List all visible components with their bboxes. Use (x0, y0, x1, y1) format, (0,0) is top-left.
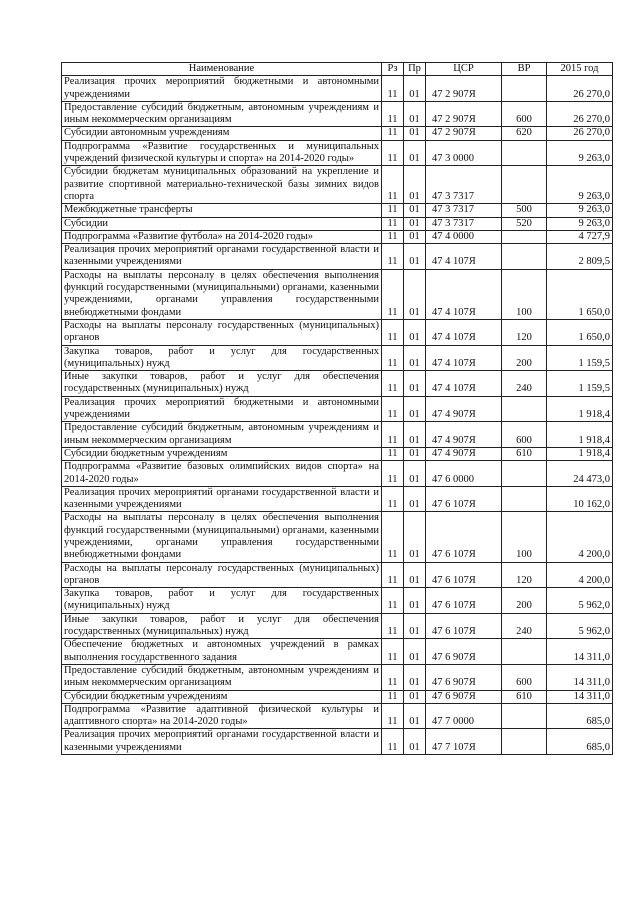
row-name-cell: Реализация прочих мероприятий органами государственной власти и казенными учреждениями (62, 729, 382, 755)
table-row (62, 588, 613, 614)
row-amount-cell: 685,0 (547, 729, 613, 755)
row-rz-cell: 11 (382, 269, 404, 319)
row-csr-cell: 47 7 0000 (426, 703, 502, 729)
table-row (62, 396, 613, 422)
table-row (62, 664, 613, 690)
row-rz-cell: 11 (382, 345, 404, 371)
row-vr-cell: 600 (502, 664, 547, 690)
row-pr-cell: 01 (404, 664, 426, 690)
row-name-cell: Субсидии автономным учреждениям (62, 127, 382, 140)
row-name-cell: Субсидии бюджетам муниципальных образований на укрепление и развитие спортивной материально-технической базы зимних видов спорта (62, 166, 382, 204)
budget-table (61, 62, 613, 755)
row-pr-cell: 01 (404, 204, 426, 217)
row-pr-cell: 01 (404, 639, 426, 665)
row-vr-cell: 100 (502, 269, 547, 319)
row-pr-cell: 01 (404, 729, 426, 755)
row-csr-cell: 47 7 107Я (426, 729, 502, 755)
row-csr-cell: 47 4 107Я (426, 269, 502, 319)
row-csr-cell: 47 3 7317 (426, 217, 502, 230)
table-row (62, 447, 613, 460)
row-csr-cell: 47 6 107Я (426, 588, 502, 614)
row-pr-cell: 01 (404, 461, 426, 487)
table-row (62, 140, 613, 166)
row-csr-cell: 47 3 7317 (426, 166, 502, 204)
column-header-pr: Пр (404, 63, 426, 76)
row-name-cell: Иные закупки товаров, работ и услуг для обеспечения государственных (муниципальных) нужд (62, 613, 382, 639)
row-name-cell: Расходы на выплаты персоналу в целях обеспечения выполнения функций государственными (муниципальными) органами, казенными учреждениями, органами управления государственными внебюджетными фондами (62, 512, 382, 562)
row-csr-cell: 47 4 907Я (426, 396, 502, 422)
table-row (62, 345, 613, 371)
row-vr-cell: 120 (502, 319, 547, 345)
row-pr-cell: 01 (404, 345, 426, 371)
row-vr-cell (502, 76, 547, 102)
row-vr-cell: 120 (502, 562, 547, 588)
row-name-cell: Подпрограмма «Развитие государственных и муниципальных учреждений физической культуры и спорта» на 2014-2020 годы» (62, 140, 382, 166)
row-pr-cell: 01 (404, 422, 426, 448)
table-row (62, 690, 613, 703)
row-vr-cell: 200 (502, 588, 547, 614)
row-name-cell: Реализация прочих мероприятий органами государственной власти и казенными учреждениями (62, 244, 382, 270)
row-name-cell: Подпрограмма «Развитие футбола» на 2014-2020 годы» (62, 230, 382, 243)
row-pr-cell: 01 (404, 512, 426, 562)
row-rz-cell: 11 (382, 371, 404, 397)
row-amount-cell: 9 263,0 (547, 217, 613, 230)
row-name-cell: Предоставление субсидий бюджетным, автономным учреждениям и иным некоммерческим организациям (62, 101, 382, 127)
row-amount-cell: 26 270,0 (547, 76, 613, 102)
table-row (62, 512, 613, 562)
row-csr-cell: 47 4 107Я (426, 319, 502, 345)
row-amount-cell: 4 200,0 (547, 562, 613, 588)
row-amount-cell: 9 263,0 (547, 140, 613, 166)
row-csr-cell: 47 4 107Я (426, 371, 502, 397)
table-row (62, 461, 613, 487)
table-row (62, 422, 613, 448)
row-pr-cell: 01 (404, 562, 426, 588)
column-header-name: Наименование (62, 63, 382, 76)
row-vr-cell: 240 (502, 613, 547, 639)
table-header (62, 63, 613, 76)
table-row (62, 127, 613, 140)
row-vr-cell (502, 486, 547, 512)
row-vr-cell (502, 639, 547, 665)
row-pr-cell: 01 (404, 127, 426, 140)
row-vr-cell: 600 (502, 422, 547, 448)
row-amount-cell: 4 200,0 (547, 512, 613, 562)
row-pr-cell: 01 (404, 269, 426, 319)
row-amount-cell: 2 809,5 (547, 244, 613, 270)
row-name-cell: Межбюджетные трансферты (62, 204, 382, 217)
row-rz-cell: 11 (382, 639, 404, 665)
row-pr-cell: 01 (404, 166, 426, 204)
row-csr-cell: 47 6 107Я (426, 512, 502, 562)
row-rz-cell: 11 (382, 486, 404, 512)
row-pr-cell: 01 (404, 613, 426, 639)
row-amount-cell: 1 918,4 (547, 447, 613, 460)
row-csr-cell: 47 2 907Я (426, 101, 502, 127)
row-name-cell: Иные закупки товаров, работ и услуг для обеспечения государственных (муниципальных) нужд (62, 371, 382, 397)
row-pr-cell: 01 (404, 703, 426, 729)
row-csr-cell: 47 6 907Я (426, 639, 502, 665)
row-csr-cell: 47 6 107Я (426, 562, 502, 588)
row-csr-cell: 47 3 0000 (426, 140, 502, 166)
row-amount-cell: 685,0 (547, 703, 613, 729)
row-pr-cell: 01 (404, 217, 426, 230)
row-vr-cell (502, 230, 547, 243)
row-vr-cell: 240 (502, 371, 547, 397)
table-row (62, 217, 613, 230)
table-row (62, 703, 613, 729)
table-row (62, 204, 613, 217)
row-csr-cell: 47 4 107Я (426, 244, 502, 270)
row-amount-cell: 9 263,0 (547, 204, 613, 217)
row-csr-cell: 47 4 107Я (426, 345, 502, 371)
row-csr-cell: 47 6 907Я (426, 690, 502, 703)
row-pr-cell: 01 (404, 101, 426, 127)
row-amount-cell: 14 311,0 (547, 664, 613, 690)
table-row (62, 613, 613, 639)
row-vr-cell: 500 (502, 204, 547, 217)
row-name-cell: Расходы на выплаты персоналу в целях обеспечения выполнения функций государственными (муниципальными) органами, казенными учреждениями, органами управления государственными внебюджетными фондами (62, 269, 382, 319)
row-vr-cell (502, 461, 547, 487)
column-header-rz: Рз (382, 63, 404, 76)
table-row (62, 230, 613, 243)
table-row (62, 101, 613, 127)
row-rz-cell: 11 (382, 127, 404, 140)
row-vr-cell (502, 244, 547, 270)
row-amount-cell: 1 918,4 (547, 422, 613, 448)
row-amount-cell: 1 650,0 (547, 269, 613, 319)
row-pr-cell: 01 (404, 447, 426, 460)
row-rz-cell: 11 (382, 562, 404, 588)
row-amount-cell: 1 650,0 (547, 319, 613, 345)
row-amount-cell: 5 962,0 (547, 588, 613, 614)
column-header-vr: ВР (502, 63, 547, 76)
row-name-cell: Субсидии бюджетным учреждениям (62, 447, 382, 460)
row-vr-cell (502, 729, 547, 755)
row-name-cell: Подпрограмма «Развитие адаптивной физической культуры и адаптивного спорта» на 2014-2020 годы» (62, 703, 382, 729)
row-pr-cell: 01 (404, 371, 426, 397)
row-rz-cell: 11 (382, 76, 404, 102)
row-csr-cell: 47 3 7317 (426, 204, 502, 217)
row-rz-cell: 11 (382, 422, 404, 448)
row-vr-cell (502, 703, 547, 729)
row-pr-cell: 01 (404, 690, 426, 703)
table-row (62, 562, 613, 588)
row-pr-cell: 01 (404, 396, 426, 422)
row-name-cell: Расходы на выплаты персоналу государственных (муниципальных) органов (62, 562, 382, 588)
table-row (62, 371, 613, 397)
row-name-cell: Предоставление субсидий бюджетным, автономным учреждениям и иным некоммерческим организациям (62, 422, 382, 448)
row-amount-cell: 5 962,0 (547, 613, 613, 639)
row-rz-cell: 11 (382, 447, 404, 460)
row-rz-cell: 11 (382, 140, 404, 166)
row-csr-cell: 47 2 907Я (426, 76, 502, 102)
row-rz-cell: 11 (382, 703, 404, 729)
header-row (62, 63, 613, 76)
row-pr-cell: 01 (404, 588, 426, 614)
row-vr-cell: 610 (502, 690, 547, 703)
row-rz-cell: 11 (382, 613, 404, 639)
table-row (62, 319, 613, 345)
column-header-csr: ЦСР (426, 63, 502, 76)
row-name-cell: Реализация прочих мероприятий бюджетными и автономными учреждениями (62, 76, 382, 102)
row-vr-cell: 600 (502, 101, 547, 127)
row-rz-cell: 11 (382, 690, 404, 703)
row-name-cell: Реализация прочих мероприятий бюджетными и автономными учреждениями (62, 396, 382, 422)
row-pr-cell: 01 (404, 244, 426, 270)
table-row (62, 269, 613, 319)
row-csr-cell: 47 4 907Я (426, 447, 502, 460)
table-row (62, 244, 613, 270)
row-rz-cell: 11 (382, 101, 404, 127)
budget-document (61, 62, 613, 755)
table-row (62, 729, 613, 755)
column-header-year: 2015 год (547, 63, 613, 76)
row-rz-cell: 11 (382, 230, 404, 243)
row-csr-cell: 47 4 907Я (426, 422, 502, 448)
row-rz-cell: 11 (382, 217, 404, 230)
row-rz-cell: 11 (382, 204, 404, 217)
row-rz-cell: 11 (382, 166, 404, 204)
row-pr-cell: 01 (404, 486, 426, 512)
row-name-cell: Расходы на выплаты персоналу государственных (муниципальных) органов (62, 319, 382, 345)
row-amount-cell: 14 311,0 (547, 639, 613, 665)
row-amount-cell: 10 162,0 (547, 486, 613, 512)
row-amount-cell: 24 473,0 (547, 461, 613, 487)
row-amount-cell: 14 311,0 (547, 690, 613, 703)
row-amount-cell: 9 263,0 (547, 166, 613, 204)
row-amount-cell: 26 270,0 (547, 127, 613, 140)
table-row (62, 639, 613, 665)
table-body (62, 76, 613, 755)
row-vr-cell: 520 (502, 217, 547, 230)
row-pr-cell: 01 (404, 76, 426, 102)
row-rz-cell: 11 (382, 319, 404, 345)
row-vr-cell (502, 166, 547, 204)
row-rz-cell: 11 (382, 396, 404, 422)
row-amount-cell: 26 270,0 (547, 101, 613, 127)
row-csr-cell: 47 6 107Я (426, 613, 502, 639)
row-csr-cell: 47 6 0000 (426, 461, 502, 487)
row-name-cell: Субсидии бюджетным учреждениям (62, 690, 382, 703)
row-name-cell: Подпрограмма «Развитие базовых олимпийских видов спорта» на 2014-2020 годы» (62, 461, 382, 487)
row-amount-cell: 1 159,5 (547, 345, 613, 371)
row-rz-cell: 11 (382, 588, 404, 614)
row-pr-cell: 01 (404, 319, 426, 345)
table-row (62, 76, 613, 102)
row-csr-cell: 47 4 0000 (426, 230, 502, 243)
row-rz-cell: 11 (382, 664, 404, 690)
row-pr-cell: 01 (404, 140, 426, 166)
row-vr-cell: 620 (502, 127, 547, 140)
row-rz-cell: 11 (382, 512, 404, 562)
row-name-cell: Закупка товаров, работ и услуг для государственных (муниципальных) нужд (62, 345, 382, 371)
row-amount-cell: 4 727,9 (547, 230, 613, 243)
row-vr-cell (502, 396, 547, 422)
row-rz-cell: 11 (382, 244, 404, 270)
row-name-cell: Субсидии (62, 217, 382, 230)
row-name-cell: Реализация прочих мероприятий органами государственной власти и казенными учреждениями (62, 486, 382, 512)
row-amount-cell: 1 159,5 (547, 371, 613, 397)
row-pr-cell: 01 (404, 230, 426, 243)
row-name-cell: Закупка товаров, работ и услуг для государственных (муниципальных) нужд (62, 588, 382, 614)
row-rz-cell: 11 (382, 729, 404, 755)
row-amount-cell: 1 918,4 (547, 396, 613, 422)
row-vr-cell (502, 140, 547, 166)
row-vr-cell: 610 (502, 447, 547, 460)
row-csr-cell: 47 2 907Я (426, 127, 502, 140)
row-name-cell: Предоставление субсидий бюджетным, автономным учреждениям и иным некоммерческим организациям (62, 664, 382, 690)
table-row (62, 166, 613, 204)
row-rz-cell: 11 (382, 461, 404, 487)
row-vr-cell: 200 (502, 345, 547, 371)
table-row (62, 486, 613, 512)
row-name-cell: Обеспечение бюджетных и автономных учреждений в рамках выполнения государственного задания (62, 639, 382, 665)
row-csr-cell: 47 6 107Я (426, 486, 502, 512)
row-csr-cell: 47 6 907Я (426, 664, 502, 690)
row-vr-cell: 100 (502, 512, 547, 562)
